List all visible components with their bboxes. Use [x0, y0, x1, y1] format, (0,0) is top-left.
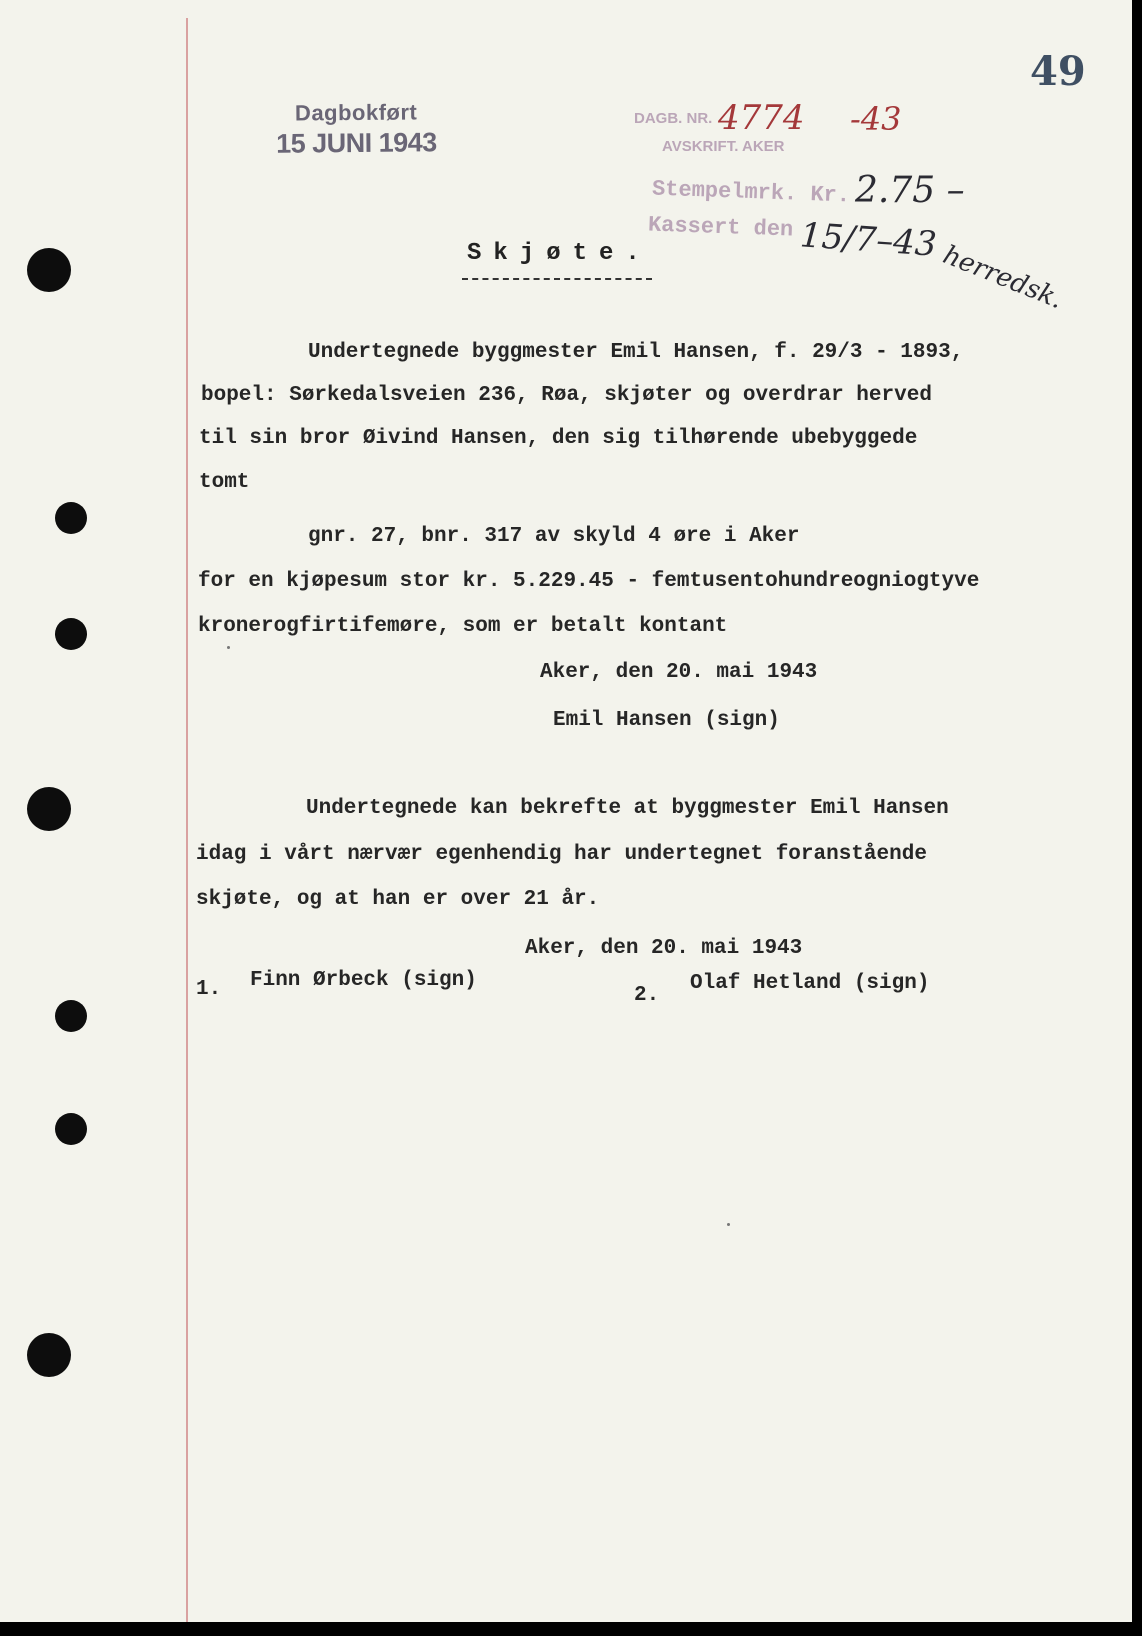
kassert-label: Kassert den — [647, 212, 794, 243]
punch-hole — [55, 618, 87, 650]
witness-number: 2. — [634, 984, 660, 1007]
stempelmerke-label: Stempelmrk. Kr. — [651, 176, 851, 209]
dagbok-stamp-label: Dagbokført — [294, 99, 418, 126]
body-line: til sin bror Øivind Hansen, den sig tilhørende ubebyggede — [199, 427, 918, 450]
body-line: skjøte, og at han er over 21 år. — [196, 888, 600, 911]
witness-signature: Olaf Hetland (sign) — [690, 972, 930, 995]
body-line: Undertegnede kan bekrefte at byggmester Emil Hansen — [306, 797, 949, 820]
punch-hole — [27, 1333, 71, 1377]
dagbok-stamp-date: 15 JUNI 1943 — [275, 127, 437, 159]
kassert-value: 15/7–43 — [798, 215, 938, 265]
seller-signature: Emil Hansen (sign) — [553, 709, 780, 732]
body-line: for en kjøpesum stor kr. 5.229.45 - femtusentohundreogniogtyve — [198, 570, 980, 593]
punch-hole — [55, 1113, 87, 1145]
title-underline — [462, 278, 652, 280]
place-date: Aker, den 20. mai 1943 — [540, 661, 818, 684]
document-title: Skjøte. — [467, 240, 652, 267]
ink-speck — [227, 646, 230, 649]
body-line: idag i vårt nærvær egenhendig har undertegnet foranstående — [196, 843, 927, 866]
dagbokfort-stamp — [276, 99, 437, 159]
witness-signature: Finn Ørbeck (sign) — [250, 969, 477, 992]
punch-hole — [27, 787, 71, 831]
dagb-nr-label: DAGB. NR. — [634, 110, 713, 127]
body-line: Undertegnede byggmester Emil Hansen, f. 29/3 - 1893, — [308, 341, 964, 364]
punch-hole — [27, 248, 71, 292]
body-line: bopel: Sørkedalsveien 236, Røa, skjøter og overdrar herved — [201, 384, 932, 407]
stempelmerke-value: 2.75 – — [855, 170, 965, 211]
dagb-nr-value: 4774 — [718, 98, 805, 138]
page-number: 49 — [1030, 48, 1086, 95]
margin-line — [186, 18, 188, 1622]
body-line: gnr. 27, bnr. 317 av skyld 4 øre i Aker — [308, 525, 800, 548]
dagb-nr-suffix: -43 — [850, 100, 902, 138]
punch-hole — [55, 502, 87, 534]
place-date: Aker, den 20. mai 1943 — [525, 937, 803, 960]
ink-speck — [727, 1223, 730, 1226]
herredsk-note: herredsk. — [938, 240, 1068, 316]
witness-number: 1. — [196, 978, 222, 1001]
avskrift-stamp: AVSKRIFT. AKER — [662, 138, 785, 155]
body-line: kronerogfirtifemøre, som er betalt kontant — [198, 615, 728, 638]
body-line: tomt — [199, 471, 250, 494]
punch-hole — [55, 1000, 87, 1032]
